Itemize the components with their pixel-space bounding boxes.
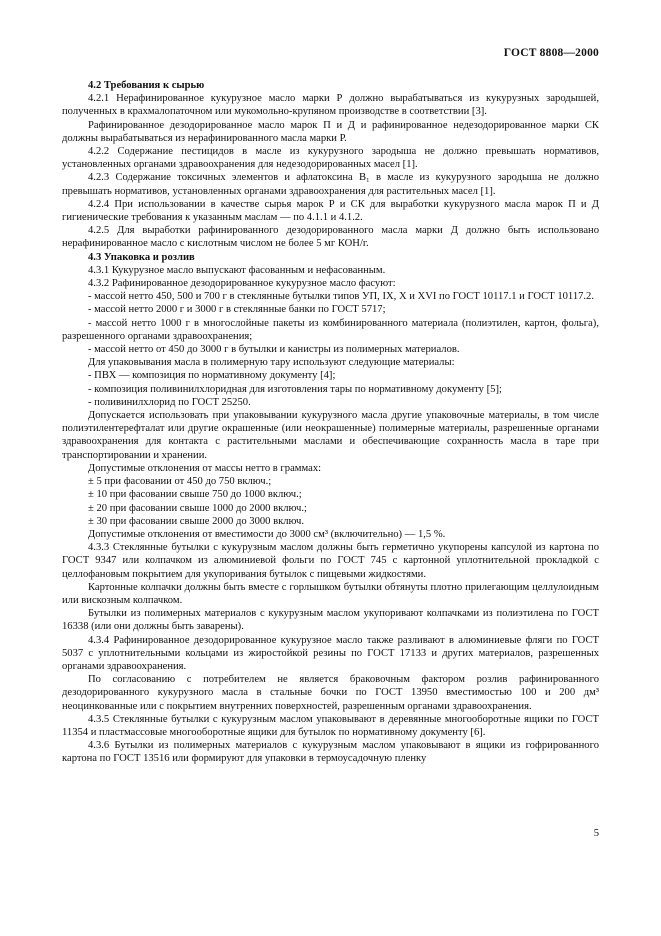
paragraph: ± 30 при фасовании свыше 2000 до 3000 включ. [88, 515, 305, 527]
paragraph: 4.3.6 Бутылки из полимерных материалов с кукурузным маслом упаковывают в ящики из гофрированного картона по ГОСТ 13516 или формируют для упаковки в термоусадочную пленку [62, 740, 599, 765]
paragraph: Рафинированное дезодорированное масло марок П и Д и рафинированное недезодорированное марки СК должны вырабатываться из нерафинированного масла марки Р. [62, 119, 599, 144]
paragraph: Допустимые отклонения от вместимости до 3000 см³ (включительно) — 1,5 %. [88, 528, 446, 540]
section-heading: 4.3 Упаковка и розлив [88, 251, 195, 263]
document-code-header: ГОСТ 8808—2000 [503, 47, 599, 59]
paragraph: - ПВХ — композиция по нормативному документу [4]; [88, 370, 336, 382]
page-number: 5 [593, 827, 599, 839]
paragraph: 4.3.5 Стеклянные бутылки с кукурузным маслом упаковывают в деревянные многооборотные ящики по ГОСТ 11354 и пластмассовые многооборотные ящики для бутылок по нормативному документу [6]. [62, 713, 599, 738]
paragraph: По согласованию с потребителем не является браковочным фактором розлив рафинированного дезодорированного кукурузного масла в стальные бочки по ГОСТ 13950 вместимостью 100 и 200 дм³ неоцинкованные или с покрытием внутренних поверхностей, разрешенным органами здравоохранения. [62, 674, 599, 712]
paragraph: 4.2.4 При использовании в качестве сырья марок Р и СК для выработки кукурузного масла марок П и Д гигиенические требования к указанным маслам — по 4.1.1 и 4.1.2. [62, 198, 599, 224]
paragraph: 4.2.1 Нерафинированное кукурузное масло марки Р должно вырабатываться из кукурузных зародышей, полученных в крахмалопаточном или мукомольно-крупяном производстве в соответствии [3]. [62, 93, 599, 118]
paragraph: 4.3.2 Рафинированное дезодорированное кукурузное масло фасуют: [88, 278, 396, 290]
paragraph: Допустимые отклонения от массы нетто в граммах: [88, 462, 322, 474]
paragraph: Допускается использовать при упаковывании кукурузного масла другие упаковочные материалы, в том числе полиэтилентерефталат или другие окрашенные (или неокрашенные) полимерные материалы, разрешенные органами здравоохранения для контакта с растительными маслами и обеспечивающие сохранность масла в таре при транспортировании и хранении. [62, 410, 599, 461]
paragraph: ± 10 при фасовании свыше 750 до 1000 включ.; [88, 489, 302, 501]
paragraph: 4.3.4 Рафинированное дезодорированное кукурузное масло также разливают в алюминиевые фляги по ГОСТ 5037 с уплотнительными кольцами из жиростойкой резины по ГОСТ 17133 и других материалов, разрешенных органами здравоохранения. [62, 634, 599, 672]
paragraph: - поливинилхлорид по ГОСТ 25250. [88, 396, 251, 408]
document-body [62, 79, 599, 766]
paragraph: ± 20 при фасовании свыше 1000 до 2000 включ.; [88, 502, 307, 514]
paragraph: Картонные колпачки должны быть вместе с горлышком бутылки обтянуты плотно прилегающим целлулоидным или вискозным колпачком. [62, 581, 599, 606]
paragraph: ± 5 при фасовании от 450 до 750 включ.; [88, 476, 272, 488]
paragraph: Для упаковывания масла в полимерную тару используют следующие материалы: [88, 357, 455, 369]
paragraph: 4.2.3 Содержание токсичных элементов и афлатоксина B₁ в масле из кукурузного зародыша не должно превышать нормативов, установленных органами здравоохранения для растительных масел [1]. [62, 172, 599, 197]
paragraph: 4.3.1 Кукурузное масло выпускают фасованным и нефасованным. [88, 264, 386, 276]
paragraph: - массой нетто 450, 500 и 700 г в стеклянные бутылки типов УП, IX, X и XVI по ГОСТ 10117.1 и ГОСТ 10117.2. [88, 291, 595, 303]
paragraph: 4.2.5 Для выработки рафинированного дезодорированного масла марки Д должно быть использовано нерафинированное масло с кислотным числом не более 5 мг КОН/г. [62, 225, 599, 250]
paragraph: - массой нетто от 450 до 3000 г в бутылки и канистры из полимерных материалов. [88, 344, 460, 356]
paragraph: Бутылки из полимерных материалов с кукурузным маслом укупоривают колпачками из полиэтилена по ГОСТ 16338 (или они должны быть заварены). [62, 608, 599, 633]
paragraph: - массой нетто 2000 г и 3000 г в стеклянные банки по ГОСТ 5717; [88, 304, 386, 316]
paragraph: 4.3.3 Стеклянные бутылки с кукурузным маслом должны быть герметично укупорены капсулой из картона по ГОСТ 9347 или колпачком из алюминиевой фольги по ГОСТ 745 с картонной уплотнительной прокладкой с целлофановым покрытием для укупоривания бутылок с пищевыми жидкостями. [62, 542, 599, 580]
paragraph: - массой нетто 1000 г в многослойные пакеты из комбинированного материала (полиэтилен, картон, фольга), разрешенного органами здравоохранения; [62, 317, 599, 342]
section-heading: 4.2 Требования к сырью [88, 80, 205, 91]
paragraph: 4.2.2 Содержание пестицидов в масле из кукурузного зародыша не должно превышать нормативов, установленных органами здравоохранения для недезодорированных масел [1]. [62, 146, 599, 171]
paragraph: - композиция поливинилхлоридная для изготовления тары по нормативному документу [5]; [88, 383, 502, 395]
